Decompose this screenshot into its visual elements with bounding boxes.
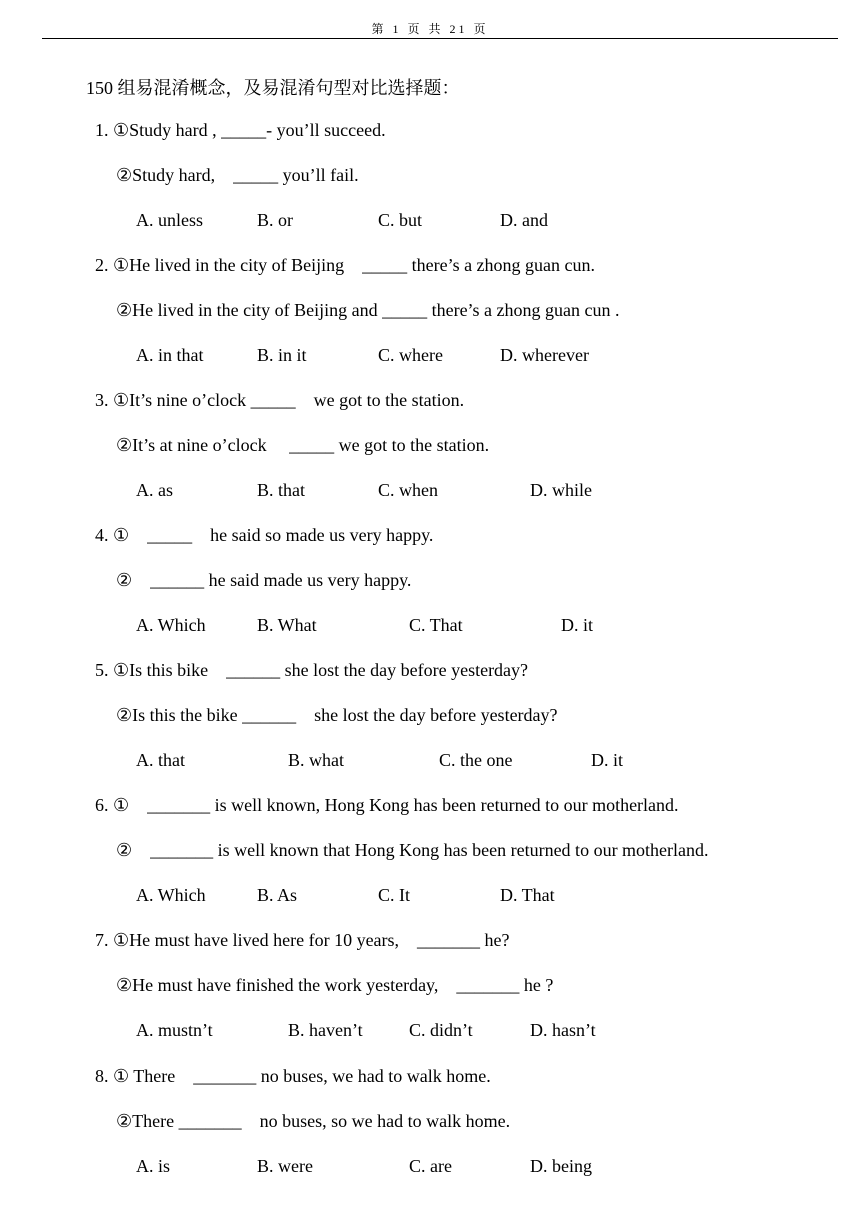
question-3-option-a: A. as (136, 480, 173, 500)
question-5-option-d: D. it (591, 750, 624, 770)
question-4-option-b: B. What (257, 615, 317, 635)
question-6-option-a: A. Which (136, 885, 206, 905)
question-4-option-a: A. Which (136, 615, 206, 635)
question-8-option-b: B. were (257, 1156, 313, 1176)
question-5-option-c: C. the one (439, 750, 513, 770)
question-3-line-1: 3. ①It’s nine o’clock _____ we got to the station. (95, 390, 465, 410)
question-7-option-b: B. haven’t (288, 1020, 363, 1040)
question-8-line-2: ②There _______ no buses, so we had to walk home. (116, 1111, 511, 1131)
question-6-option-b: B. As (257, 885, 298, 905)
question-1-option-b: B. or (257, 210, 293, 230)
question-3-line-2: ②It’s at nine o’clock _____ we got to the station. (116, 435, 490, 455)
question-5-option-a: A. that (136, 750, 185, 770)
question-2-option-c: C. where (378, 345, 443, 365)
question-1-option-a: A. unless (136, 210, 203, 230)
question-7-option-d: D. hasn’t (530, 1020, 596, 1040)
question-4-line-1: 4. ① _____ he said so made us very happy. (95, 525, 434, 545)
question-4-option-d: D. it (561, 615, 594, 635)
question-6-line-2: ② _______ is well known that Hong Kong has been returned to our motherland. (116, 840, 709, 860)
question-7-option-c: C. didn’t (409, 1020, 473, 1040)
question-1-line-1: 1. ①Study hard , _____- you’ll succeed. (95, 120, 386, 140)
question-5-line-1: 5. ①Is this bike ______ she lost the day before yesterday? (95, 660, 529, 680)
question-2-line-2: ②He lived in the city of Beijing and _____ there’s a zhong guan cun . (116, 300, 620, 320)
question-3-option-b: B. that (257, 480, 305, 500)
question-1-line-2: ②Study hard, _____ you’ll fail. (116, 165, 359, 185)
question-8-line-1: 8. ① There _______ no buses, we had to walk home. (95, 1066, 491, 1086)
page-header: 第 1 页 共 21 页 (371, 22, 489, 36)
question-4-option-c: C. That (409, 615, 463, 635)
question-5-option-b: B. what (288, 750, 344, 770)
question-7-option-a: A. mustn’t (136, 1020, 213, 1040)
question-1-option-c: C. but (378, 210, 423, 230)
question-4-line-2: ② ______ he said made us very happy. (116, 570, 412, 590)
question-6-option-c: C. It (378, 885, 411, 905)
question-8-option-d: D. being (530, 1156, 592, 1176)
header-divider (42, 38, 838, 39)
question-3-option-c: C. when (378, 480, 438, 500)
question-7-line-1: 7. ①He must have lived here for 10 years, _______ he? (95, 930, 510, 950)
question-2-option-b: B. in it (257, 345, 307, 365)
question-3-option-d: D. while (530, 480, 592, 500)
question-1-option-d: D. and (500, 210, 548, 230)
question-6-option-d: D. That (500, 885, 555, 905)
question-2-line-1: 2. ①He lived in the city of Beijing _____ there’s a zhong guan cun. (95, 255, 596, 275)
question-8-option-c: C. are (409, 1156, 452, 1176)
question-2-option-a: A. in that (136, 345, 204, 365)
question-7-line-2: ②He must have finished the work yesterday, _______ he ? (116, 975, 554, 995)
question-8-option-a: A. is (136, 1156, 171, 1176)
question-6-line-1: 6. ① _______ is well known, Hong Kong has been returned to our motherland. (95, 795, 679, 815)
question-5-line-2: ②Is this the bike ______ she lost the day before yesterday? (116, 705, 558, 725)
document-title: 150 组易混淆概念，及易混淆句型对比选择题： (86, 78, 460, 98)
question-2-option-d: D. wherever (500, 345, 589, 365)
